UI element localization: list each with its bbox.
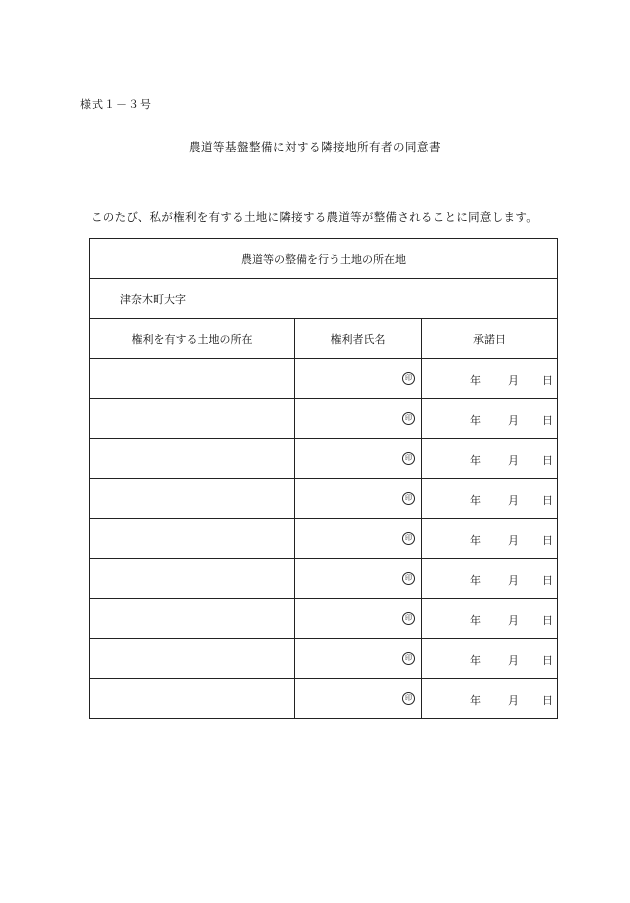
land-location-cell[interactable] (90, 599, 295, 639)
consent-date-cell[interactable] (422, 439, 558, 479)
year-label: 年 (470, 654, 481, 667)
consent-date-cell[interactable] (422, 519, 558, 559)
location-header: 農道等の整備を行う土地の所在地 (90, 239, 558, 279)
table-row (90, 359, 558, 399)
table-row (90, 679, 558, 719)
month-label: 月 (508, 614, 519, 627)
owner-name-cell[interactable] (295, 519, 422, 559)
month-label: 月 (508, 494, 519, 507)
seal-icon: 印 (402, 692, 415, 705)
day-label: 日 (542, 654, 553, 667)
owner-name-cell[interactable] (295, 679, 422, 719)
owner-name-cell[interactable] (295, 439, 422, 479)
year-label: 年 (470, 574, 481, 587)
year-label: 年 (470, 494, 481, 507)
year-label: 年 (470, 374, 481, 387)
location-value-row (90, 279, 558, 319)
land-location-cell[interactable] (90, 559, 295, 599)
year-label: 年 (470, 614, 481, 627)
seal-icon: 印 (402, 532, 415, 545)
seal-icon: 印 (402, 652, 415, 665)
day-label: 日 (542, 454, 553, 467)
consent-date-cell[interactable] (422, 639, 558, 679)
land-location-cell[interactable] (90, 399, 295, 439)
year-label: 年 (470, 414, 481, 427)
land-location-cell[interactable] (90, 479, 295, 519)
day-label: 日 (542, 534, 553, 547)
month-label: 月 (508, 534, 519, 547)
owner-name-cell[interactable] (295, 559, 422, 599)
consent-date-cell[interactable] (422, 679, 558, 719)
seal-icon: 印 (402, 372, 415, 385)
consent-date-cell[interactable] (422, 399, 558, 439)
column-header-land-location: 権利を有する土地の所在 (90, 319, 295, 359)
seal-icon: 印 (402, 412, 415, 425)
consent-date-cell[interactable] (422, 479, 558, 519)
owner-name-cell[interactable] (295, 479, 422, 519)
seal-icon: 印 (402, 452, 415, 465)
table-row (90, 479, 558, 519)
column-header-row (90, 319, 558, 359)
seal-icon: 印 (402, 492, 415, 505)
land-location-cell[interactable] (90, 359, 295, 399)
owner-name-cell[interactable] (295, 399, 422, 439)
consent-table (89, 238, 558, 719)
day-label: 日 (542, 374, 553, 387)
location-value: 津奈木町大字 (90, 279, 558, 319)
consent-date-cell[interactable] (422, 599, 558, 639)
document-title: 農道等基盤整備に対する隣接地所有者の同意書 (189, 140, 441, 154)
land-location-cell[interactable] (90, 639, 295, 679)
owner-name-cell[interactable] (295, 599, 422, 639)
owner-name-cell[interactable] (295, 359, 422, 399)
location-header-row (90, 239, 558, 279)
month-label: 月 (508, 574, 519, 587)
land-location-cell[interactable] (90, 679, 295, 719)
column-header-consent-date: 承諾日 (422, 319, 558, 359)
day-label: 日 (542, 494, 553, 507)
month-label: 月 (508, 694, 519, 707)
table-row (90, 439, 558, 479)
month-label: 月 (508, 374, 519, 387)
year-label: 年 (470, 454, 481, 467)
day-label: 日 (542, 614, 553, 627)
table-row (90, 559, 558, 599)
form-number: 様式１－３号 (80, 98, 152, 111)
consent-statement: このたび、私が権利を有する土地に隣接する農道等が整備されることに同意します。 (91, 210, 539, 224)
year-label: 年 (470, 534, 481, 547)
month-label: 月 (508, 414, 519, 427)
day-label: 日 (542, 694, 553, 707)
seal-icon: 印 (402, 572, 415, 585)
month-label: 月 (508, 654, 519, 667)
year-label: 年 (470, 694, 481, 707)
land-location-cell[interactable] (90, 439, 295, 479)
table-row (90, 399, 558, 439)
month-label: 月 (508, 454, 519, 467)
seal-icon: 印 (402, 612, 415, 625)
owner-name-cell[interactable] (295, 639, 422, 679)
consent-date-cell[interactable] (422, 359, 558, 399)
consent-date-cell[interactable] (422, 559, 558, 599)
day-label: 日 (542, 574, 553, 587)
land-location-cell[interactable] (90, 519, 295, 559)
day-label: 日 (542, 414, 553, 427)
table-row (90, 599, 558, 639)
table-row (90, 639, 558, 679)
column-header-owner-name: 権利者氏名 (295, 319, 422, 359)
table-row (90, 519, 558, 559)
